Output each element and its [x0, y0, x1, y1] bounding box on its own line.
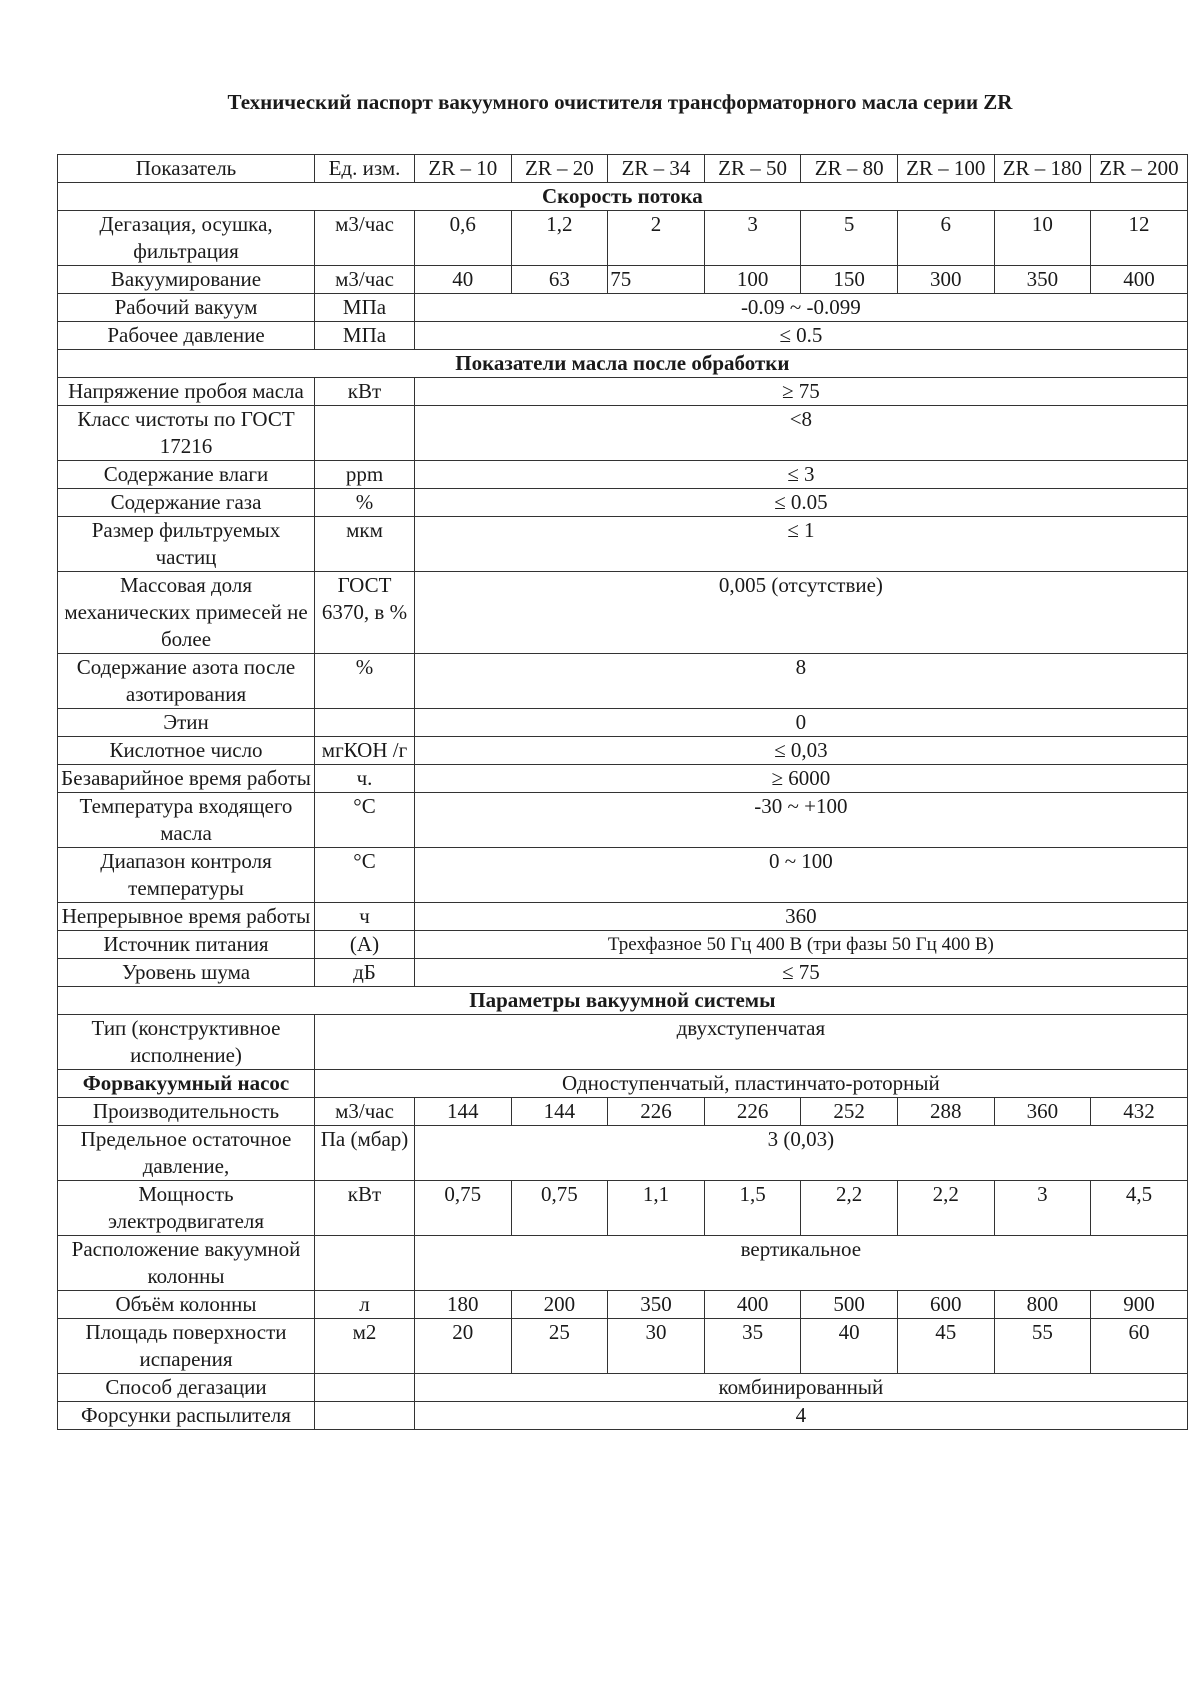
row-value: 900	[1091, 1291, 1188, 1319]
table-row	[58, 461, 1188, 489]
table-row	[58, 1374, 1188, 1402]
row-value: 360	[994, 1098, 1091, 1126]
row-value: 4,5	[1091, 1181, 1188, 1236]
row-name: Безаварийное время работы	[58, 765, 315, 793]
row-value: 400	[1091, 266, 1188, 294]
row-value: 1,2	[511, 211, 608, 266]
row-unit: дБ	[315, 959, 415, 987]
row-unit: л	[315, 1291, 415, 1319]
table-row	[58, 517, 1188, 572]
table-row	[58, 737, 1188, 765]
row-name: Температура входящего масла	[58, 793, 315, 848]
header-model: ZR – 20	[511, 155, 608, 183]
row-value: 180	[415, 1291, 512, 1319]
row-value: ≤ 75	[415, 959, 1188, 987]
row-value: 300	[897, 266, 994, 294]
row-value: 3	[704, 211, 801, 266]
row-unit: %	[315, 654, 415, 709]
row-value: 0,75	[511, 1181, 608, 1236]
row-value: 60	[1091, 1319, 1188, 1374]
row-name: Тип (конструктивное исполнение)	[58, 1015, 315, 1070]
row-unit	[315, 709, 415, 737]
row-value: 40	[801, 1319, 898, 1374]
row-name: Форвакуумный насос	[58, 1070, 315, 1098]
row-unit: мкм	[315, 517, 415, 572]
header-model: ZR – 10	[415, 155, 512, 183]
row-value: 800	[994, 1291, 1091, 1319]
table-row	[58, 489, 1188, 517]
row-value: Трехфазное 50 Гц 400 В (три фазы 50 Гц 400 В)	[415, 931, 1188, 959]
row-name: Рабочий вакуум	[58, 294, 315, 322]
row-value: 4	[415, 1402, 1188, 1430]
row-unit: °С	[315, 848, 415, 903]
row-name: Объём колонны	[58, 1291, 315, 1319]
row-value: 35	[704, 1319, 801, 1374]
row-name: Уровень шума	[58, 959, 315, 987]
row-name: Площадь поверхности испарения	[58, 1319, 315, 1374]
table-row	[58, 903, 1188, 931]
table-row	[58, 709, 1188, 737]
table-row	[58, 793, 1188, 848]
row-unit: МПа	[315, 322, 415, 350]
header-model: ZR – 50	[704, 155, 801, 183]
table-row	[58, 378, 1188, 406]
row-value: 600	[897, 1291, 994, 1319]
section-header-row	[58, 350, 1188, 378]
row-name: Способ дегазации	[58, 1374, 315, 1402]
table-row	[58, 211, 1188, 266]
table-row	[58, 1126, 1188, 1181]
row-unit: Па (мбар)	[315, 1126, 415, 1181]
row-value: 3 (0,03)	[415, 1126, 1188, 1181]
row-value: 360	[415, 903, 1188, 931]
table-row	[58, 1098, 1188, 1126]
row-value: 350	[608, 1291, 705, 1319]
row-value: 10	[994, 211, 1091, 266]
row-value: -30 ~ +100	[415, 793, 1188, 848]
row-unit: °С	[315, 793, 415, 848]
section-header-row	[58, 183, 1188, 211]
row-name: Диапазон контроля температуры	[58, 848, 315, 903]
header-model: ZR – 200	[1091, 155, 1188, 183]
row-name: Непрерывное время работы	[58, 903, 315, 931]
row-value: <8	[415, 406, 1188, 461]
table-row	[58, 1236, 1188, 1291]
row-unit: ч.	[315, 765, 415, 793]
table-row	[58, 406, 1188, 461]
header-model: ZR – 180	[994, 155, 1091, 183]
row-value: комбинированный	[415, 1374, 1188, 1402]
row-name: Рабочее давление	[58, 322, 315, 350]
row-value: ≥ 6000	[415, 765, 1188, 793]
row-value: 12	[1091, 211, 1188, 266]
row-unit: ч	[315, 903, 415, 931]
row-value: Одноступенчатый, пластинчато-роторный	[315, 1070, 1188, 1098]
row-value: 25	[511, 1319, 608, 1374]
spec-table	[57, 154, 1188, 1430]
row-name: Производительность	[58, 1098, 315, 1126]
row-name: Дегазация, осушка, фильтрация	[58, 211, 315, 266]
row-value: 144	[511, 1098, 608, 1126]
row-value: 2,2	[801, 1181, 898, 1236]
row-unit	[315, 406, 415, 461]
row-value: 1,5	[704, 1181, 801, 1236]
header-unit: Ед. изм.	[315, 155, 415, 183]
table-row	[58, 959, 1188, 987]
row-name: Кислотное число	[58, 737, 315, 765]
row-value: 288	[897, 1098, 994, 1126]
row-unit: м3/час	[315, 266, 415, 294]
row-value: 0	[415, 709, 1188, 737]
header-model: ZR – 100	[897, 155, 994, 183]
table-row	[58, 294, 1188, 322]
row-unit: %	[315, 489, 415, 517]
row-value: 252	[801, 1098, 898, 1126]
row-value: 0 ~ 100	[415, 848, 1188, 903]
section-title: Параметры вакуумной системы	[58, 987, 1188, 1015]
table-row	[58, 1181, 1188, 1236]
header-model: ZR – 80	[801, 155, 898, 183]
row-unit: МПа	[315, 294, 415, 322]
row-value: 500	[801, 1291, 898, 1319]
row-value: 75	[608, 266, 705, 294]
row-value: 150	[801, 266, 898, 294]
row-value: 3	[994, 1181, 1091, 1236]
row-unit: мгКОН /г	[315, 737, 415, 765]
row-name: Форсунки распылителя	[58, 1402, 315, 1430]
row-name: Источник питания	[58, 931, 315, 959]
row-value: 100	[704, 266, 801, 294]
row-name: Размер фильтруемых частиц	[58, 517, 315, 572]
row-value: -0.09 ~ -0.099	[415, 294, 1188, 322]
table-row	[58, 1402, 1188, 1430]
row-value: ≤ 1	[415, 517, 1188, 572]
row-name: Этин	[58, 709, 315, 737]
row-value: ≤ 3	[415, 461, 1188, 489]
section-title: Скорость потока	[58, 183, 1188, 211]
table-row	[58, 765, 1188, 793]
table-row	[58, 1070, 1188, 1098]
row-value: 226	[704, 1098, 801, 1126]
table-row	[58, 1319, 1188, 1374]
row-value: 55	[994, 1319, 1091, 1374]
row-unit: (А)	[315, 931, 415, 959]
row-name: Напряжение пробоя масла	[58, 378, 315, 406]
row-value: 40	[415, 266, 512, 294]
row-name: Массовая доля механических примесей не более	[58, 572, 315, 654]
row-unit: кВт	[315, 378, 415, 406]
row-value: 0,005 (отсутствие)	[415, 572, 1188, 654]
header-row	[58, 155, 1188, 183]
row-value: 6	[897, 211, 994, 266]
row-unit	[315, 1374, 415, 1402]
table-row	[58, 931, 1188, 959]
table-row	[58, 1015, 1188, 1070]
row-unit: ГОСТ 6370, в %	[315, 572, 415, 654]
table-row	[58, 848, 1188, 903]
row-value: ≤ 0.05	[415, 489, 1188, 517]
row-unit: ppm	[315, 461, 415, 489]
row-value: 226	[608, 1098, 705, 1126]
table-row	[58, 1291, 1188, 1319]
row-value: 8	[415, 654, 1188, 709]
row-value: 200	[511, 1291, 608, 1319]
row-value: ≤ 0.5	[415, 322, 1188, 350]
row-value: 5	[801, 211, 898, 266]
header-param: Показатель	[58, 155, 315, 183]
header-model: ZR – 34	[608, 155, 705, 183]
row-value: 63	[511, 266, 608, 294]
section-title: Показатели масла после обработки	[58, 350, 1188, 378]
section-header-row	[58, 987, 1188, 1015]
row-value: 2,2	[897, 1181, 994, 1236]
row-value: 400	[704, 1291, 801, 1319]
row-name: Вакуумирование	[58, 266, 315, 294]
row-name: Мощность электродвигателя	[58, 1181, 315, 1236]
row-name: Содержание влаги	[58, 461, 315, 489]
row-name: Предельное остаточное давление,	[58, 1126, 315, 1181]
row-unit: м3/час	[315, 1098, 415, 1126]
table-row	[58, 654, 1188, 709]
row-value: вертикальное	[415, 1236, 1188, 1291]
row-name: Содержание газа	[58, 489, 315, 517]
row-unit	[315, 1402, 415, 1430]
table-row	[58, 266, 1188, 294]
row-name: Содержание азота после азотирования	[58, 654, 315, 709]
row-unit: кВт	[315, 1181, 415, 1236]
table-row	[58, 322, 1188, 350]
row-value: 432	[1091, 1098, 1188, 1126]
row-value: 20	[415, 1319, 512, 1374]
row-value: 1,1	[608, 1181, 705, 1236]
row-unit: м3/час	[315, 211, 415, 266]
row-value: ≥ 75	[415, 378, 1188, 406]
row-name: Расположение вакуумной колонны	[58, 1236, 315, 1291]
row-value: 144	[415, 1098, 512, 1126]
row-value: 30	[608, 1319, 705, 1374]
document-title: Технический паспорт вакуумного очистителя трансформаторного масла серии ZR	[227, 90, 1013, 114]
row-value: 45	[897, 1319, 994, 1374]
row-value: 2	[608, 211, 705, 266]
row-value: ≤ 0,03	[415, 737, 1188, 765]
row-name: Класс чистоты по ГОСТ 17216	[58, 406, 315, 461]
table-row	[58, 572, 1188, 654]
row-value: 0,6	[415, 211, 512, 266]
row-value: двухступенчатая	[315, 1015, 1188, 1070]
row-value: 0,75	[415, 1181, 512, 1236]
row-unit	[315, 1236, 415, 1291]
row-value: 350	[994, 266, 1091, 294]
row-unit: м2	[315, 1319, 415, 1374]
